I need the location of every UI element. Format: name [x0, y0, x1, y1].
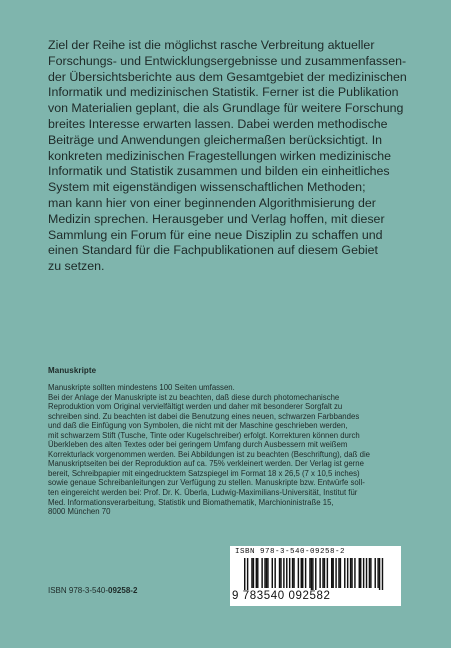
barcode-bar	[251, 558, 252, 588]
intro-line: man kann hier von einer beginnenden Algorithmisierung der	[48, 195, 376, 210]
barcode-bar	[350, 558, 351, 588]
series-description	[48, 38, 420, 275]
intro-line: System mit eigenständigen wissenschaftlichen Methoden;	[48, 180, 366, 195]
barcode-bar	[301, 558, 302, 588]
barcode-bar	[293, 558, 294, 588]
isbn-text	[48, 586, 137, 595]
intro-line: konkreten medizinischen Fragestellungen wirken medizinische	[48, 148, 391, 163]
barcode-bar	[247, 558, 248, 590]
intro-line: der Übersichtsberichte aus dem Gesamtgebiet der medizinischen	[48, 69, 407, 84]
barcode-bar	[322, 558, 323, 588]
barcode-bar	[370, 558, 371, 588]
barcode-isbn-label: ISBN 978-3-540-09258-2	[235, 548, 346, 556]
intro-line: von Materialien geplant, die als Grundlage für weitere Forschung	[48, 101, 404, 116]
barcode-bar	[267, 558, 268, 588]
barcode-bar	[244, 558, 245, 590]
barcode-bar	[327, 558, 328, 588]
intro-line: Informatik und Statistik zusammen und bilden ein einheitliches	[48, 164, 390, 179]
intro-line: einen Standard für die Fachpublikationen auf diesem Gebiet	[48, 243, 378, 258]
barcode	[230, 546, 401, 606]
barcode-bar	[382, 558, 383, 590]
barcode-bar	[279, 558, 280, 588]
manuskripte-line: und daß die Einfügung von Symbolen, die nicht mit der Maschine geschrieben werden,	[48, 421, 348, 431]
manuskripte-line: Korrekturlack vorgenommen werden. Bei Abbildungen ist zu beachten (Beschriftung), daß die	[48, 449, 371, 459]
barcode-bar	[264, 558, 265, 588]
manuskripte-line: Bei der Anlage der Manuskripte ist zu beachten, daß diese durch photomechanische	[48, 392, 340, 402]
manuskripte-line: Manuskriptseiten bei der Reproduktion auf ca. 75% verkleinert werden. Der Verlag ist gerne	[48, 459, 364, 469]
barcode-bar	[347, 558, 348, 588]
barcode-bar	[292, 558, 293, 588]
barcode-bar	[298, 558, 299, 588]
barcode-bar	[377, 558, 378, 588]
manuskripte-line: bereit, Schreibpapier mit eingedrucktem Satzspiegel im Format 18 x 26,5 (7 x 10,5 inches)	[48, 468, 360, 478]
barcode-bar	[257, 558, 258, 588]
manuskripte-line: Manuskripte sollten mindestens 100 Seiten umfassen.	[48, 383, 235, 392]
barcode-bar	[366, 558, 367, 588]
barcode-bar	[286, 558, 287, 588]
barcode-bar	[272, 558, 273, 588]
manuskripte-line: sowie genaue Schreibanleitungen zur Verfügung zu stellen. Manuskripte bzw. Entwürfe soll-	[48, 478, 365, 488]
barcode-bar	[256, 558, 257, 588]
barcode-bar	[351, 558, 352, 588]
barcode-bar	[324, 558, 325, 588]
barcode-bar	[315, 558, 316, 590]
barcode-bar	[375, 558, 376, 588]
barcode-bar	[253, 558, 254, 588]
barcode-bar	[319, 558, 320, 588]
intro-line: Beiträge und Anwendungen gleichermaßen berücksichtigt. In	[48, 132, 383, 147]
manuskripte-text	[48, 383, 404, 517]
barcode-bar	[283, 558, 284, 588]
barcode-bar	[311, 558, 312, 590]
barcode-bar	[338, 558, 339, 588]
intro-line: zu setzen.	[48, 259, 105, 274]
intro-line: Forschungs- und Entwicklungsergebnisse und zusammenfassen-	[48, 53, 407, 68]
barcode-bar	[274, 558, 275, 588]
barcode-bar	[335, 558, 336, 588]
barcode-bar	[379, 558, 380, 590]
barcode-bar	[261, 558, 262, 588]
barcode-bar	[280, 558, 281, 588]
manuskripte-line: ten eingereicht werden bei: Prof. Dr. K. Überla, Ludwig-Maximilians-Universität, Institut für	[48, 488, 358, 498]
barcode-bars	[230, 558, 401, 590]
barcode-bar	[359, 558, 360, 588]
manuskripte-line: Überkleben des alten Textes oder bei geringem Umfang durch Ausbessern mit weißem	[48, 440, 348, 450]
intro-line: Ziel der Reihe ist die möglichst rasche Verbreitung aktueller	[48, 38, 375, 52]
barcode-bar	[360, 558, 361, 588]
isbn-suffix: 09258-2	[108, 586, 138, 595]
intro-line: Medizin sprechen. Herausgeber und Verlag hoffen, mit dieser	[48, 211, 385, 226]
barcode-bar	[305, 558, 306, 588]
manuskripte-line: 8000 München 70	[48, 507, 111, 517]
barcode-bar	[344, 558, 345, 588]
barcode-bar	[363, 558, 364, 588]
barcode-bar	[312, 558, 313, 590]
isbn-prefix: ISBN 978-3-540-	[48, 586, 109, 595]
intro-line: breites Interesse erwarten lassen. Dabei werden methodische	[48, 116, 388, 131]
manuskripte-line: schreiben sind. Zu beachten ist dabei die Benutzung eines neuen, schwarzen Farbbandes	[48, 411, 360, 421]
barcode-bar	[289, 558, 290, 588]
barcode-bar	[331, 558, 332, 588]
manuskripte-heading: Manuskripte	[48, 366, 97, 375]
barcode-bar	[354, 558, 355, 588]
barcode-bar	[266, 558, 267, 588]
barcode-bar	[302, 558, 303, 588]
barcode-bar	[340, 558, 341, 588]
barcode-bar	[369, 558, 370, 588]
manuskripte-line: mit schwarzem Stift (Tusche, Tinte oder Kugelschreiber) erfolgt. Korrekturen können durch	[48, 430, 360, 440]
barcode-bar	[332, 558, 333, 588]
intro-line: Informatik und medizinischen Statistik. Ferner ist die Publikation	[48, 85, 399, 100]
barcode-bar	[309, 558, 310, 588]
barcode-digits: 9 783540 092582	[232, 590, 331, 602]
manuskripte-line: Reproduktion vom Original vervielfältigt werden und daher mit besonderer Sorgfalt zu	[48, 402, 343, 412]
manuskripte-line: Med. Informationsverarbeitung, Statistik und Biomathematik, Marchioninistraße 15,	[48, 497, 334, 507]
intro-line: Sammlung ein Forum für eine neue Disziplin zu schaffen und	[48, 227, 383, 242]
